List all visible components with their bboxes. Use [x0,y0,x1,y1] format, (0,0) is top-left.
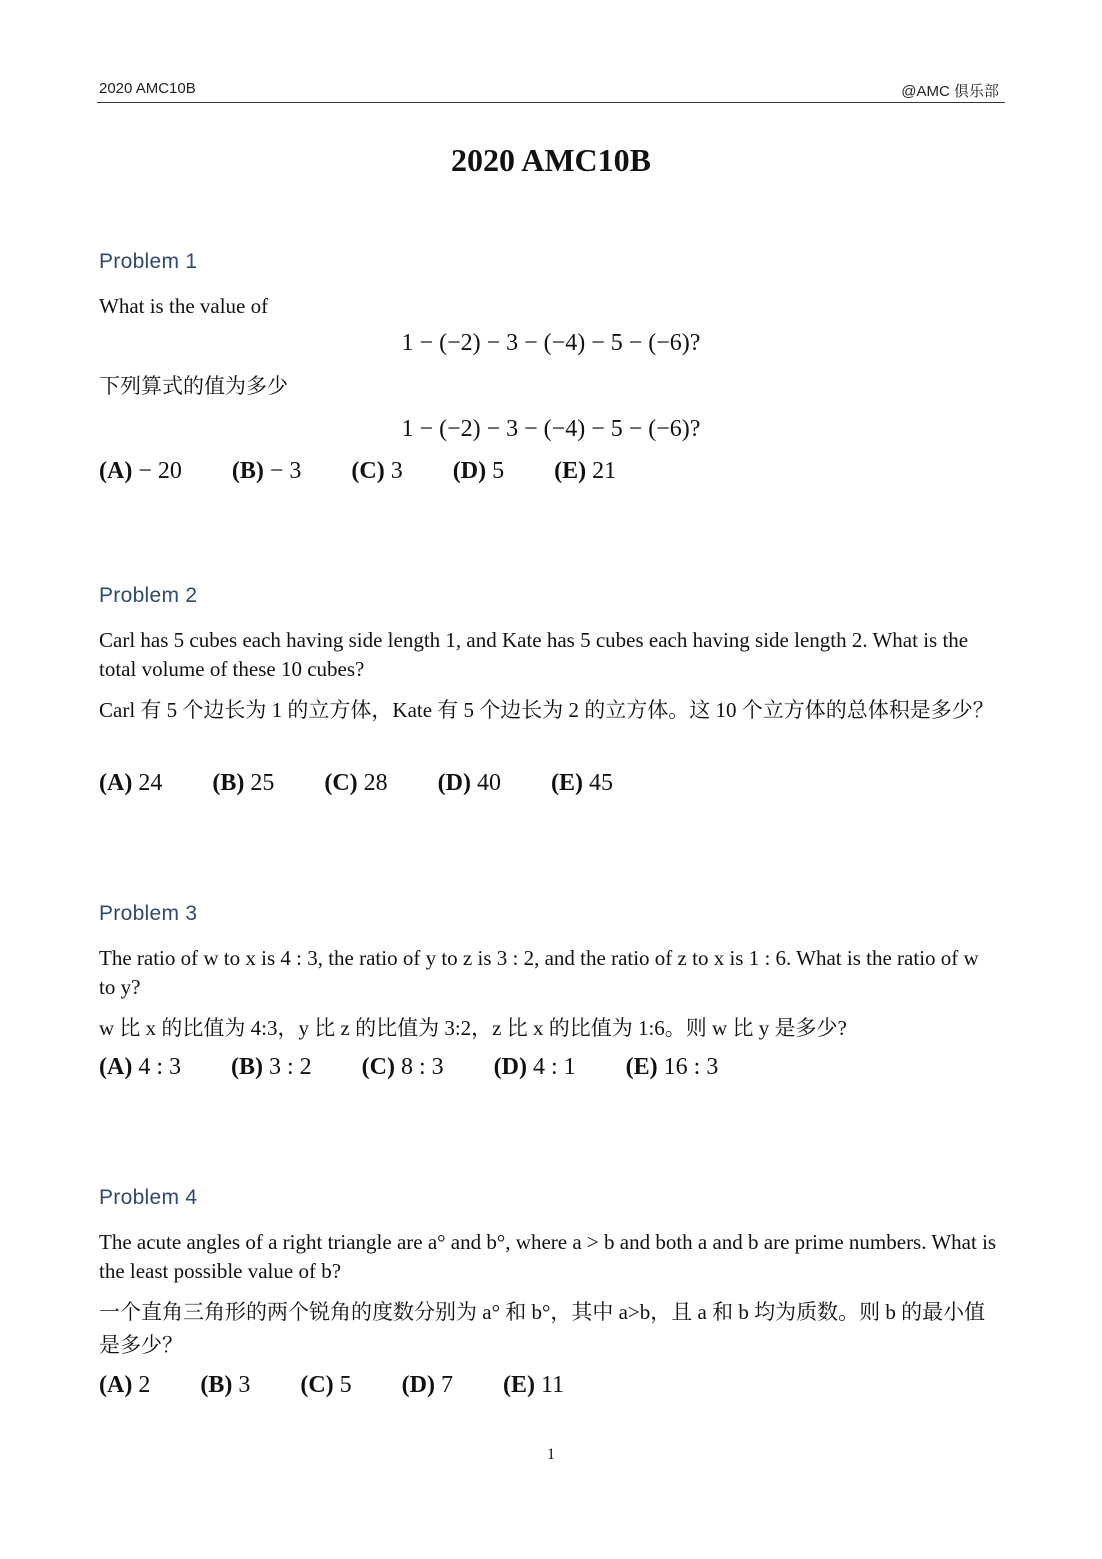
answer-choice [99,1054,181,1081]
choice-label: (C) [351,458,385,484]
problem-2-english: Carl has 5 cubes each having side length 1, and Kate has 5 cubes each having side length 2. What is the total volume of these 10 cubes? [99,628,969,681]
choice-value: 3 : 2 [269,1054,312,1080]
header-left: 2020 AMC10B [99,80,196,97]
problem-4-chinese: 一个直角三角形的两个锐角的度数分别为 a° 和 b°，其中 a>b，且 a 和 b 均为质数。则 b 的最小值是多少？ [99,1300,986,1357]
choice-value: 28 [363,770,388,796]
choice-label: (A) [99,1054,133,1080]
answer-choice [200,1372,250,1399]
choice-value: 5 [492,458,505,484]
problem-3-english: The ratio of w to x is 4 : 3, the ratio of y to z is 3 : 2, and the ratio of z to x is 1 : 6. What is the ratio of w to y? [99,946,979,999]
choice-label: (A) [99,1372,133,1398]
answer-choice [351,458,402,485]
answer-choice [300,1372,351,1399]
page-number: 1 [547,1446,555,1463]
choice-value: 3 [390,458,403,484]
answer-choice [99,458,182,485]
choice-value: 11 [540,1372,565,1398]
problem-1-formula: 1 − (−2) − 3 − (−4) − 5 − (−6)? [401,330,701,356]
choice-label: (D) [452,458,487,484]
problem-4-heading: Problem 4 [99,1186,198,1209]
choice-label: (B) [212,770,245,796]
problem-1-english: What is the value of [99,294,269,318]
choice-value: − 20 [138,458,182,484]
problem-4-english: The acute angles of a right triangle are a° and b°, where a > b and both a and b are prime numbers. What is the least possible value of b? [99,1230,997,1283]
choice-value: 45 [588,770,613,796]
answer-choice [551,770,613,797]
choice-label: (D) [401,1372,435,1398]
answer-choice [324,770,387,797]
problem-1-choices [99,458,660,485]
problem-1-formula-2: 1 − (−2) − 3 − (−4) − 5 − (−6)? [401,416,701,442]
problem-4-choices [99,1372,608,1399]
choice-label: (E) [625,1054,658,1080]
problem-1-heading: Problem 1 [99,250,198,273]
choice-label: (B) [231,1054,263,1080]
answer-choice [99,770,162,797]
choice-label: (C) [361,1054,395,1080]
choice-value: 24 [138,770,163,796]
answer-choice [494,1054,576,1081]
answer-choice [99,1372,150,1399]
problem-2-chinese: Carl 有 5 个边长为 1 的立方体，Kate 有 5 个边长为 2 的立方体。这 10 个立方体的总体积是多少？ [99,698,994,722]
choice-label: (A) [99,770,133,796]
choice-value: 21 [592,458,617,484]
header-rule [97,102,1005,103]
choice-value: 3 [238,1372,251,1398]
choice-value: 8 : 3 [401,1054,444,1080]
choice-label: (A) [99,458,133,484]
choice-label: (B) [200,1372,233,1398]
choice-label: (C) [324,770,358,796]
choice-value: 4 : 1 [533,1054,576,1080]
choice-value: 7 [440,1372,453,1398]
problem-2-heading: Problem 2 [99,584,198,607]
answer-choice [438,770,501,797]
answer-choice [362,1054,444,1081]
choice-value: 4 : 3 [138,1054,181,1080]
choice-value: 40 [476,770,501,796]
choice-value: 25 [250,770,275,796]
problem-2-choices [99,770,657,797]
answer-choice [231,1054,312,1081]
choice-label: (D) [437,770,471,796]
problem-3-heading: Problem 3 [99,902,198,925]
answer-choice [626,1054,719,1081]
choice-value: 2 [138,1372,151,1398]
answer-choice [232,458,302,485]
answer-choice [503,1372,564,1399]
choice-label: (C) [300,1372,334,1398]
choice-value: 16 : 3 [663,1054,719,1080]
choice-label: (E) [502,1372,535,1398]
answer-choice [402,1372,453,1399]
answer-choice [212,770,274,797]
problem-1-chinese: 下列算式的值为多少 [99,374,288,398]
answer-choice [453,458,504,485]
header-right: @AMC 俱乐部 [901,83,999,100]
page-title: 2020 AMC10B [451,142,651,178]
problem-3-chinese: w 比 x 的比值为 4:3，y 比 z 的比值为 3:2，z 比 x 的比值为 1:6。则 w 比 y 是多少? [99,1016,847,1040]
choice-value: 5 [339,1372,352,1398]
problem-3-choices [99,1054,762,1081]
choice-value: − 3 [269,458,302,484]
choice-label: (D) [493,1054,527,1080]
choice-label: (E) [554,458,587,484]
choice-label: (E) [550,770,583,796]
choice-label: (B) [231,458,264,484]
answer-choice [554,458,616,485]
